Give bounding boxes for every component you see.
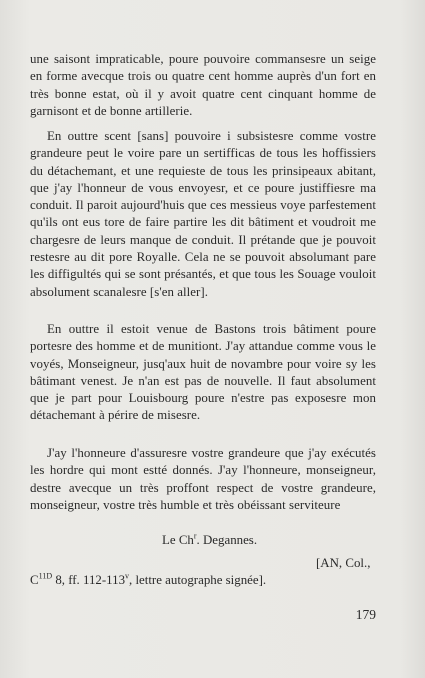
source-citation [30, 555, 376, 590]
source-sup2: v [125, 572, 130, 581]
source-part3: , lettre autographe signée]. [129, 573, 267, 588]
paragraph-3-block [30, 321, 376, 425]
paragraph-1-block [30, 51, 376, 120]
source-sup1: 11D [38, 572, 53, 581]
source-part1: [AN, Col., C [30, 556, 371, 588]
paragraph-3: En outtre il estoit venue de Bastons trois bâtiment poure portesre des homme et de munitiont. J'ay attandue comme vous le voyés, Monseigneur, jusq'aux huit de novambre pour voire sy les bâtimant venest. Je n'an est pas de nouvelle. Il faut absolument que je part pour Louisbourg poure n'estre pas exposesre mon détachemant à périre de misesre. [30, 322, 376, 423]
source-part2: 8, ff. 112-113 [52, 573, 126, 588]
signature-sup: r [193, 531, 197, 541]
signature [162, 533, 257, 548]
paragraph-4-block [30, 445, 376, 514]
paragraph-4: J'ay l'honneure d'assuresre vostre grandeure que j'ay exécutés les hordre qui mont estté donnés. J'ay l'honneure, monseigneur, destre avecque un très proffont respect de vostre grandeure, monseigneur, vostre très humble et très obéissant serviteure [30, 446, 376, 512]
paragraph-2: En outtre scent [sans] pouvoire i subsistesre comme vostre grandeure peut le voire pare un sertifficas de tous les hoffissiers du détachemant, et une requieste de tous les prinsipeaux abitant, que j'ay l'honneur de vous envoyesr, et ce poure justiffiesre ma conduit. Il paroit aujourd'huis que ces messieus voye parfestement qu'ils ont eus tore de faire partire les dit bâtiment et voudroit me chargesre de leurs manque de conduit. Il prétande que je pouvoit restesre au dit pore Royalle. Cela ne se pouvoit absolumant pare les diffigultés qui se sont présantés, et que tous les Souage vouloit absolument scanalesre [s'en aller]. [30, 129, 376, 299]
paragraph-1: une saisont impraticable, poure pouvoire commansesre un seige en forme avecque trois ou quatre cent homme auprès d'un fort en très bonne estat, où il y avoit quatre cent cinquant homme de garnisont et de bonne artillerie. [30, 52, 376, 118]
signature-suffix: . Degannes. [196, 533, 258, 547]
page-number: 179 [355, 607, 376, 622]
paragraph-2-block [30, 128, 376, 301]
signature-prefix: Le Ch [162, 533, 194, 547]
